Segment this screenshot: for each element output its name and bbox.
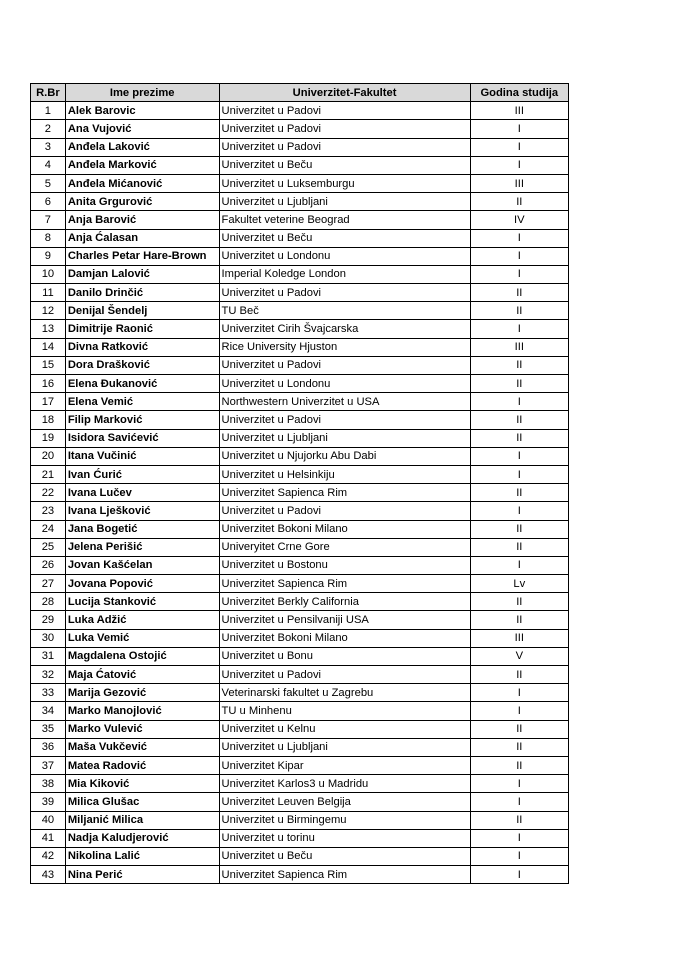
table-row xyxy=(31,138,569,156)
study-year: III xyxy=(470,629,568,647)
row-number: 27 xyxy=(31,575,66,593)
study-year: II xyxy=(470,284,568,302)
table-row xyxy=(31,575,569,593)
student-name: Nikolina Lalić xyxy=(65,847,219,865)
university-name: Univerzitet u Padovi xyxy=(219,411,470,429)
university-name: Univerzitet Sapienca Rim xyxy=(219,575,470,593)
row-number: 26 xyxy=(31,556,66,574)
student-name: Nadja Kaludjerović xyxy=(65,829,219,847)
study-year: III xyxy=(470,338,568,356)
study-year: I xyxy=(470,138,568,156)
study-year: I xyxy=(470,684,568,702)
study-year: II xyxy=(470,484,568,502)
table-row xyxy=(31,484,569,502)
row-number: 24 xyxy=(31,520,66,538)
table-row xyxy=(31,629,569,647)
university-name: Univerzitet u Pensilvaniji USA xyxy=(219,611,470,629)
study-year: I xyxy=(470,775,568,793)
student-name: Magdalena Ostojić xyxy=(65,647,219,665)
university-name: Univerzitet u Beču xyxy=(219,847,470,865)
study-year: II xyxy=(470,302,568,320)
row-number: 22 xyxy=(31,484,66,502)
header-year: Godina studija xyxy=(470,84,568,102)
study-year: I xyxy=(470,447,568,465)
student-name: Anđela Mićanović xyxy=(65,174,219,192)
table-row xyxy=(31,793,569,811)
table-row xyxy=(31,684,569,702)
university-name: Univerzitet u Londonu xyxy=(219,247,470,265)
study-year: I xyxy=(470,120,568,138)
table-row xyxy=(31,520,569,538)
table-row xyxy=(31,738,569,756)
row-number: 28 xyxy=(31,593,66,611)
row-number: 12 xyxy=(31,302,66,320)
row-number: 8 xyxy=(31,229,66,247)
row-number: 30 xyxy=(31,629,66,647)
study-year: I xyxy=(470,156,568,174)
student-name: Ivana Lučev xyxy=(65,484,219,502)
student-name: Dimitrije Raonić xyxy=(65,320,219,338)
row-number: 10 xyxy=(31,265,66,283)
study-year: II xyxy=(470,411,568,429)
study-year: II xyxy=(470,666,568,684)
university-name: Univerzitet Cirih Švajcarska xyxy=(219,320,470,338)
student-name: Luka Vemić xyxy=(65,629,219,647)
row-number: 43 xyxy=(31,866,66,884)
row-number: 37 xyxy=(31,756,66,774)
student-name: Marko Manojlović xyxy=(65,702,219,720)
table-row xyxy=(31,611,569,629)
table-row xyxy=(31,847,569,865)
university-name: Univerzitet u Padovi xyxy=(219,138,470,156)
student-name: Anđela Marković xyxy=(65,156,219,174)
row-number: 31 xyxy=(31,647,66,665)
table-row xyxy=(31,465,569,483)
study-year: I xyxy=(470,229,568,247)
university-name: Univerzitet u Bonu xyxy=(219,647,470,665)
student-name: Anja Ćalasan xyxy=(65,229,219,247)
study-year: III xyxy=(470,102,568,120)
study-year: II xyxy=(470,375,568,393)
student-name: Jana Bogetić xyxy=(65,520,219,538)
university-name: Univerzitet u Padovi xyxy=(219,502,470,520)
student-name: Itana Vučinić xyxy=(65,447,219,465)
study-year: II xyxy=(470,429,568,447)
student-name: Jelena Perišić xyxy=(65,538,219,556)
row-number: 35 xyxy=(31,720,66,738)
university-name: Univerzitet u torinu xyxy=(219,829,470,847)
university-name: Univerzitet u Luksemburgu xyxy=(219,174,470,192)
table-row xyxy=(31,447,569,465)
university-name: Univerzitet u Ljubljani xyxy=(219,193,470,211)
study-year: II xyxy=(470,738,568,756)
table-row xyxy=(31,120,569,138)
row-number: 18 xyxy=(31,411,66,429)
row-number: 33 xyxy=(31,684,66,702)
university-name: Univerzitet u Beču xyxy=(219,229,470,247)
row-number: 39 xyxy=(31,793,66,811)
study-year: I xyxy=(470,320,568,338)
row-number: 20 xyxy=(31,447,66,465)
table-row xyxy=(31,320,569,338)
row-number: 29 xyxy=(31,611,66,629)
university-name: TU Beč xyxy=(219,302,470,320)
study-year: I xyxy=(470,793,568,811)
row-number: 3 xyxy=(31,138,66,156)
row-number: 14 xyxy=(31,338,66,356)
student-name: Nina Perić xyxy=(65,866,219,884)
university-name: Fakultet veterine Beograd xyxy=(219,211,470,229)
table-row xyxy=(31,593,569,611)
study-year: II xyxy=(470,756,568,774)
row-number: 11 xyxy=(31,284,66,302)
university-name: Northwestern Univerzitet u USA xyxy=(219,393,470,411)
table-row xyxy=(31,174,569,192)
row-number: 2 xyxy=(31,120,66,138)
study-year: II xyxy=(470,593,568,611)
university-name: Univerzitet u Helsinkiju xyxy=(219,465,470,483)
university-name: Univerzitet u Ljubljani xyxy=(219,738,470,756)
row-number: 40 xyxy=(31,811,66,829)
row-number: 38 xyxy=(31,775,66,793)
university-name: Univerzitet Leuven Belgija xyxy=(219,793,470,811)
study-year: III xyxy=(470,174,568,192)
table-row xyxy=(31,811,569,829)
table-row xyxy=(31,102,569,120)
table-row xyxy=(31,702,569,720)
study-year: II xyxy=(470,811,568,829)
student-name: Danilo Drinčić xyxy=(65,284,219,302)
study-year: I xyxy=(470,393,568,411)
student-name: Milica Glušac xyxy=(65,793,219,811)
student-name: Matea Radović xyxy=(65,756,219,774)
university-name: Univerzitet u Padovi xyxy=(219,666,470,684)
row-number: 6 xyxy=(31,193,66,211)
row-number: 19 xyxy=(31,429,66,447)
study-year: I xyxy=(470,847,568,865)
row-number: 42 xyxy=(31,847,66,865)
student-name: Ana Vujović xyxy=(65,120,219,138)
study-year: II xyxy=(470,611,568,629)
table-row xyxy=(31,829,569,847)
university-name: Univeryitet Crne Gore xyxy=(219,538,470,556)
table-row xyxy=(31,193,569,211)
student-name: Anita Grgurović xyxy=(65,193,219,211)
table-row xyxy=(31,338,569,356)
study-year: IV xyxy=(470,211,568,229)
row-number: 25 xyxy=(31,538,66,556)
student-name: Anja Barović xyxy=(65,211,219,229)
table-row xyxy=(31,302,569,320)
student-name: Jovan Kašćelan xyxy=(65,556,219,574)
table-row xyxy=(31,720,569,738)
table-row xyxy=(31,411,569,429)
table-row xyxy=(31,356,569,374)
university-name: Univerzitet Sapienca Rim xyxy=(219,866,470,884)
table-row xyxy=(31,211,569,229)
table-row xyxy=(31,284,569,302)
study-year: I xyxy=(470,829,568,847)
study-year: I xyxy=(470,556,568,574)
table-body xyxy=(31,102,569,884)
student-name: Miljanić Milica xyxy=(65,811,219,829)
table-row xyxy=(31,556,569,574)
table-row xyxy=(31,502,569,520)
student-table xyxy=(30,83,569,884)
header-university: Univerzitet-Fakultet xyxy=(219,84,470,102)
university-name: Univerzitet u Londonu xyxy=(219,375,470,393)
table-header-row xyxy=(31,84,569,102)
student-name: Charles Petar Hare-Brown xyxy=(65,247,219,265)
university-name: Univerzitet Bokoni Milano xyxy=(219,520,470,538)
row-number: 34 xyxy=(31,702,66,720)
header-rbr: R.Br xyxy=(31,84,66,102)
university-name: Univerzitet Kipar xyxy=(219,756,470,774)
university-name: Univerzitet u Birmingemu xyxy=(219,811,470,829)
university-name: Univerzitet u Bostonu xyxy=(219,556,470,574)
row-number: 17 xyxy=(31,393,66,411)
student-name: Elena Đukanović xyxy=(65,375,219,393)
row-number: 32 xyxy=(31,666,66,684)
student-name: Isidora Savićević xyxy=(65,429,219,447)
study-year: II xyxy=(470,720,568,738)
row-number: 5 xyxy=(31,174,66,192)
study-year: I xyxy=(470,465,568,483)
table-row xyxy=(31,775,569,793)
table-row xyxy=(31,229,569,247)
study-year: II xyxy=(470,538,568,556)
student-name: Damjan Lalović xyxy=(65,265,219,283)
study-year: I xyxy=(470,702,568,720)
table-row xyxy=(31,538,569,556)
table-row xyxy=(31,756,569,774)
study-year: I xyxy=(470,247,568,265)
study-year: I xyxy=(470,265,568,283)
university-name: Univerzitet u Beču xyxy=(219,156,470,174)
university-name: Univerzitet u Kelnu xyxy=(219,720,470,738)
university-name: Univerzitet Karlos3 u Madridu xyxy=(219,775,470,793)
header-name: Ime prezime xyxy=(65,84,219,102)
university-name: Univerzitet u Padovi xyxy=(219,102,470,120)
table-row xyxy=(31,866,569,884)
university-name: Univerzitet Berkly California xyxy=(219,593,470,611)
study-year: II xyxy=(470,520,568,538)
row-number: 13 xyxy=(31,320,66,338)
student-name: Jovana Popović xyxy=(65,575,219,593)
table-row xyxy=(31,265,569,283)
university-name: Univerzitet u Ljubljani xyxy=(219,429,470,447)
student-name: Ivan Ćurić xyxy=(65,465,219,483)
row-number: 16 xyxy=(31,375,66,393)
student-name: Lucija Stanković xyxy=(65,593,219,611)
student-name: Maja Ćatović xyxy=(65,666,219,684)
university-name: Univerzitet Sapienca Rim xyxy=(219,484,470,502)
row-number: 9 xyxy=(31,247,66,265)
student-name: Divna Ratković xyxy=(65,338,219,356)
student-name: Marija Gezović xyxy=(65,684,219,702)
table-row xyxy=(31,666,569,684)
table-row xyxy=(31,429,569,447)
row-number: 4 xyxy=(31,156,66,174)
table-row xyxy=(31,393,569,411)
row-number: 7 xyxy=(31,211,66,229)
row-number: 1 xyxy=(31,102,66,120)
study-year: II xyxy=(470,193,568,211)
university-name: Rice University Hjuston xyxy=(219,338,470,356)
student-name: Mia Kiković xyxy=(65,775,219,793)
student-name: Marko Vulević xyxy=(65,720,219,738)
student-name: Alek Barovic xyxy=(65,102,219,120)
university-name: TU u Minhenu xyxy=(219,702,470,720)
university-name: Univerzitet u Padovi xyxy=(219,356,470,374)
row-number: 21 xyxy=(31,465,66,483)
table-row xyxy=(31,156,569,174)
student-name: Filip Marković xyxy=(65,411,219,429)
university-name: Imperial Koledge London xyxy=(219,265,470,283)
university-name: Univerzitet u Njujorku Abu Dabi xyxy=(219,447,470,465)
university-name: Veterinarski fakultet u Zagrebu xyxy=(219,684,470,702)
table-row xyxy=(31,375,569,393)
row-number: 15 xyxy=(31,356,66,374)
student-name: Maša Vukčević xyxy=(65,738,219,756)
study-year: I xyxy=(470,866,568,884)
student-name: Denijal Šendelj xyxy=(65,302,219,320)
study-year: II xyxy=(470,356,568,374)
row-number: 23 xyxy=(31,502,66,520)
row-number: 41 xyxy=(31,829,66,847)
student-name: Luka Adžić xyxy=(65,611,219,629)
student-name: Ivana Lješković xyxy=(65,502,219,520)
university-name: Univerzitet Bokoni Milano xyxy=(219,629,470,647)
student-name: Elena Vemić xyxy=(65,393,219,411)
study-year: I xyxy=(470,502,568,520)
study-year: V xyxy=(470,647,568,665)
student-name: Dora Drašković xyxy=(65,356,219,374)
university-name: Univerzitet u Padovi xyxy=(219,120,470,138)
student-name: Anđela Laković xyxy=(65,138,219,156)
row-number: 36 xyxy=(31,738,66,756)
table-row xyxy=(31,647,569,665)
study-year: Lv xyxy=(470,575,568,593)
table-row xyxy=(31,247,569,265)
university-name: Univerzitet u Padovi xyxy=(219,284,470,302)
